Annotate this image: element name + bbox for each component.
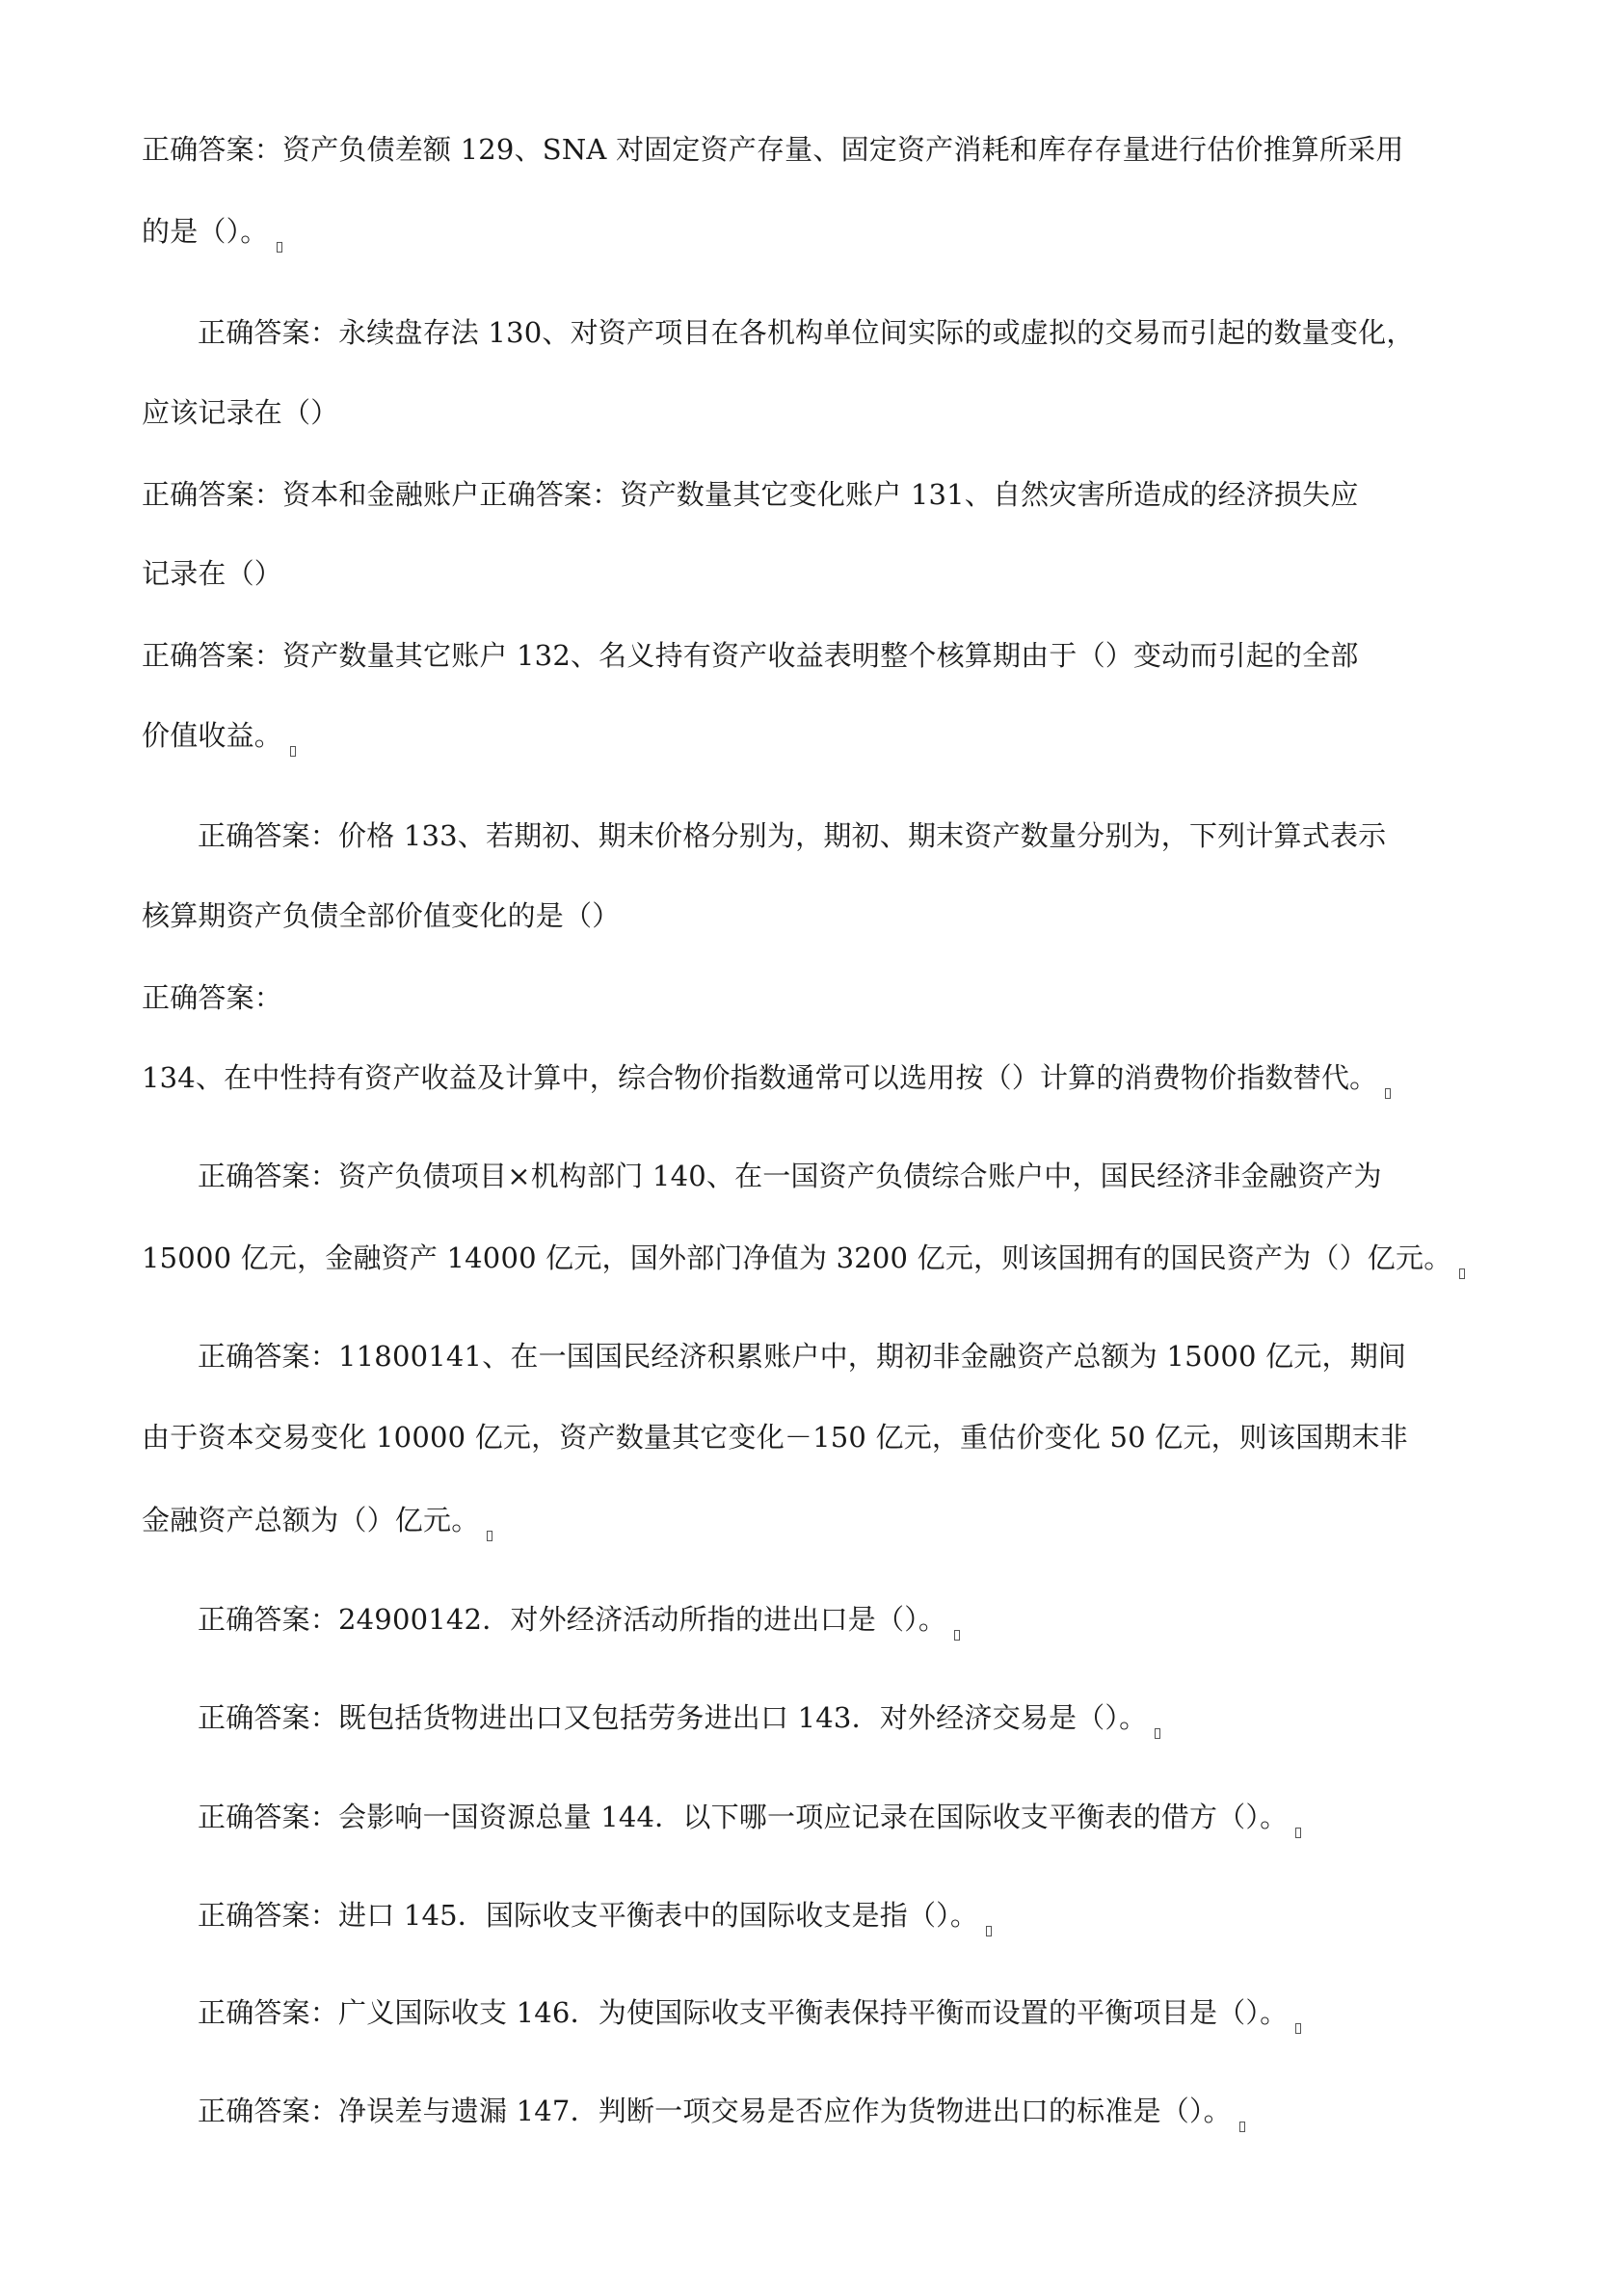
placeholder-glyph-icon <box>1239 2122 1245 2132</box>
text-line: 正确答案：11800141、在一国国民经济积累账户中，期初非金融资产总额为 15000 亿元，期间 <box>198 1340 1407 1373</box>
text-line: 134、在中性持有资产收益及计算中，综合物价指数通常可以选用按（）计算的消费物价指数替代。 <box>142 1058 1391 1099</box>
text-line: 正确答案：资产负债项目×机构部门 140、在一国资产负债综合账户中，国民经济非金融资产为 <box>198 1160 1382 1192</box>
placeholder-glyph-icon <box>1459 1268 1465 1279</box>
placeholder-glyph-icon <box>986 1926 992 1936</box>
placeholder-glyph-icon <box>277 242 282 253</box>
text-line: 正确答案：永续盘存法 130、对资产项目在各机构单位间实际的或虚拟的交易而引起的数量变化， <box>198 316 1415 349</box>
text-line: 核算期资产负债全部价值变化的是（） <box>142 899 621 932</box>
text-line: 价值收益。 <box>142 716 296 757</box>
text-line: 记录在（） <box>142 557 283 590</box>
text-line: 正确答案：资本和金融账户正确答案：资产数量其它变化账户 131、自然灾害所造成的经济损失应 <box>142 478 1359 511</box>
text-line: 应该记录在（） <box>142 396 339 429</box>
placeholder-glyph-icon <box>290 746 296 757</box>
text-line: 正确答案： <box>142 981 283 1014</box>
text-line: 正确答案：价格 133、若期初、期末价格分别为，期初、期末资产数量分别为，下列计算式表示 <box>198 819 1387 852</box>
text-line: 正确答案：资产数量其它账户 132、名义持有资产收益表明整个核算期由于（）变动而引起的全部 <box>142 639 1359 672</box>
text-line: 正确答案：24900142．对外经济活动所指的进出口是（）。 <box>198 1600 960 1641</box>
text-line: 正确答案：进口 145．国际收支平衡表中的国际收支是指（）。 <box>198 1896 992 1936</box>
text-line: 正确答案：会影响一国资源总量 144．以下哪一项应记录在国际收支平衡表的借方（）。 <box>198 1798 1301 1838</box>
placeholder-glyph-icon <box>1385 1088 1391 1099</box>
text-line: 正确答案：广义国际收支 146．为使国际收支平衡表保持平衡而设置的平衡项目是（）。 <box>198 1993 1301 2034</box>
placeholder-glyph-icon <box>1155 1728 1160 1739</box>
text-line: 正确答案：既包括货物进出口又包括劳务进出口 143．对外经济交易是（）。 <box>198 1698 1160 1739</box>
placeholder-glyph-icon <box>487 1531 492 1541</box>
text-line: 15000 亿元，金融资产 14000 亿元，国外部门净值为 3200 亿元，则该国拥有的国民资产为（）亿元。 <box>142 1239 1465 1279</box>
text-line: 由于资本交易变化 10000 亿元，资产数量其它变化－150 亿元，重估价变化 50 亿元，则该国期末非 <box>142 1421 1408 1454</box>
placeholder-glyph-icon <box>1295 2023 1301 2034</box>
text-line: 正确答案：资产负债差额 129、SNA 对固定资产存量、固定资产消耗和库存存量进行估价推算所采用 <box>142 133 1404 166</box>
text-line: 的是（）。 <box>142 212 282 253</box>
placeholder-glyph-icon <box>1295 1828 1301 1838</box>
text-line: 金融资产总额为（）亿元。 <box>142 1501 492 1541</box>
text-line: 正确答案：净误差与遗漏 147．判断一项交易是否应作为货物进出口的标准是（）。 <box>198 2092 1245 2132</box>
placeholder-glyph-icon <box>954 1630 960 1641</box>
